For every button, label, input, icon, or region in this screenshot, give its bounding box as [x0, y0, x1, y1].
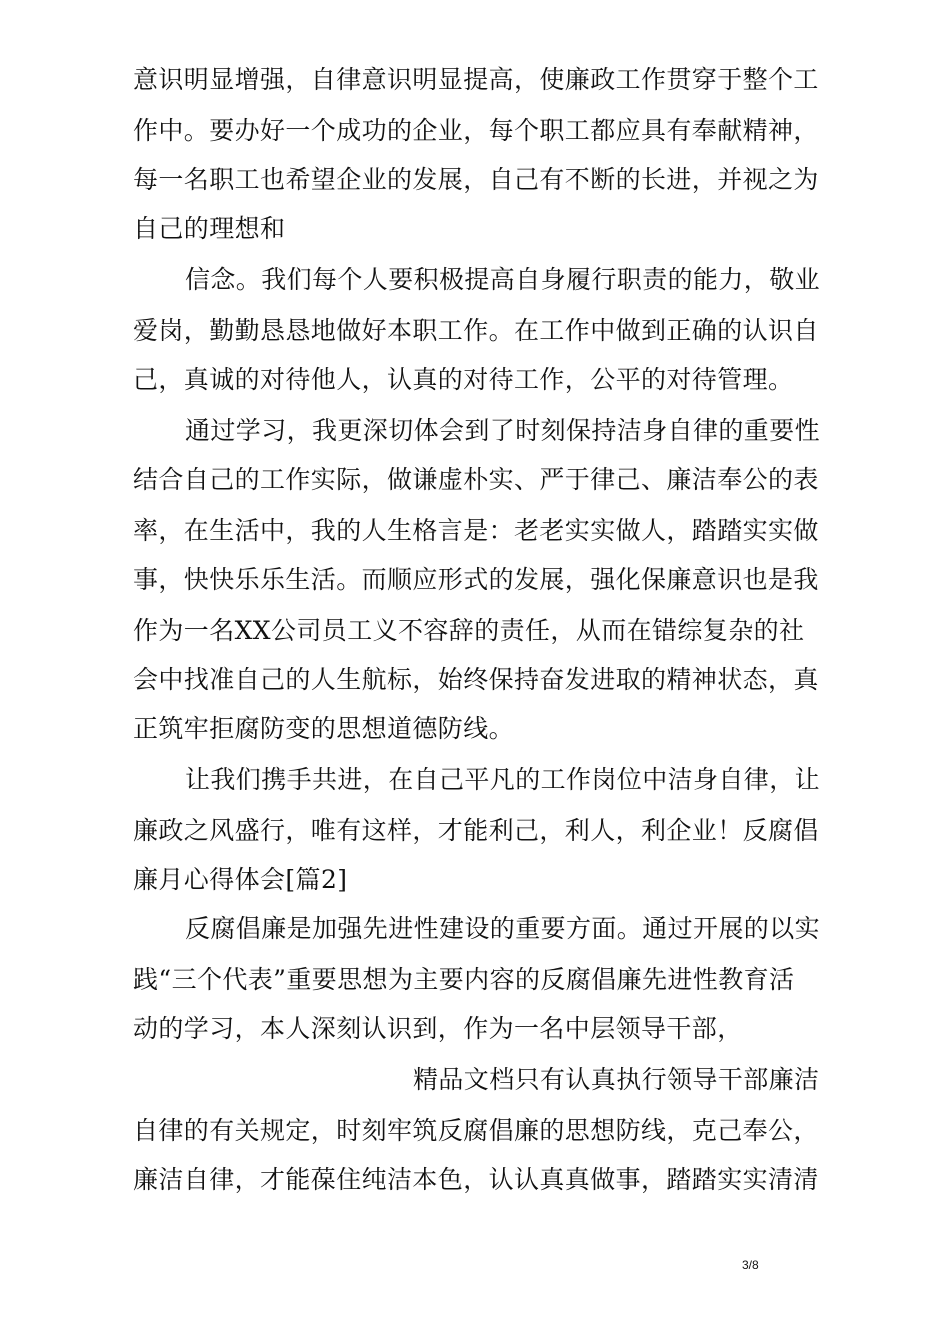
text-line: 意识明显增强，自律意识明显提高，使廉政工作贯穿于整个工: [133, 65, 819, 94]
text-line: 自律的有关规定，时刻牢筑反腐倡廉的思想防线，克己奉公，: [133, 1116, 819, 1145]
text-line: 爱岗，勤勤恳恳地做好本职工作。在工作中做到正确的认识自: [133, 316, 819, 345]
text-line: 自己的理想和: [133, 214, 286, 243]
text-line: 廉月心得体会[篇2]: [133, 865, 348, 894]
text-line: 己，真诚的对待他人，认真的对待工作，公平的对待管理。: [133, 365, 794, 394]
text-line: 动的学习，本人深刻认识到，作为一名中层领导干部，: [133, 1014, 743, 1043]
text-line: 正筑牢拒腐防变的思想道德防线。: [133, 714, 515, 743]
text-line: 精品文档只有认真执行领导干部廉洁: [413, 1065, 820, 1094]
text-line: 践“三个代表”重要思想为主要内容的反腐倡廉先进性教育活: [133, 965, 795, 994]
text-line: 作中。要办好一个成功的企业，每个职工都应具有奉献精神，: [133, 116, 819, 145]
text-line: 每一名职工也希望企业的发展，自己有不断的长进，并视之为: [133, 165, 819, 194]
page-number: 3/8: [742, 1258, 759, 1272]
text-line: 反腐倡廉是加强先进性建设的重要方面。通过开展的以实: [185, 914, 821, 943]
text-line: 事，快快乐乐生活。而顺应形式的发展，强化保廉意识也是我: [133, 565, 819, 594]
text-line: 廉政之风盛行，唯有这样，才能利己，利人，利企业！反腐倡: [133, 816, 819, 845]
text-line: 结合自己的工作实际，做谦虚朴实、严于律己、廉洁奉公的表: [133, 465, 819, 494]
text-line: 作为一名XX公司员工义不容辞的责任，从而在错综复杂的社: [133, 616, 805, 645]
text-line: 会中找准自己的人生航标，始终保持奋发进取的精神状态，真: [133, 665, 819, 694]
text-line: 廉洁自律，才能葆住纯洁本色，认认真真做事，踏踏实实清清: [133, 1165, 819, 1194]
text-line: 率，在生活中，我的人生格言是：老老实实做人，踏踏实实做: [133, 516, 819, 545]
text-line: 让我们携手共进，在自己平凡的工作岗位中洁身自律，让: [185, 765, 821, 794]
text-line: 通过学习，我更深切体会到了时刻保持洁身自律的重要性: [185, 416, 821, 445]
text-line: 信念。我们每个人要积极提高自身履行职责的能力，敬业: [185, 265, 821, 294]
